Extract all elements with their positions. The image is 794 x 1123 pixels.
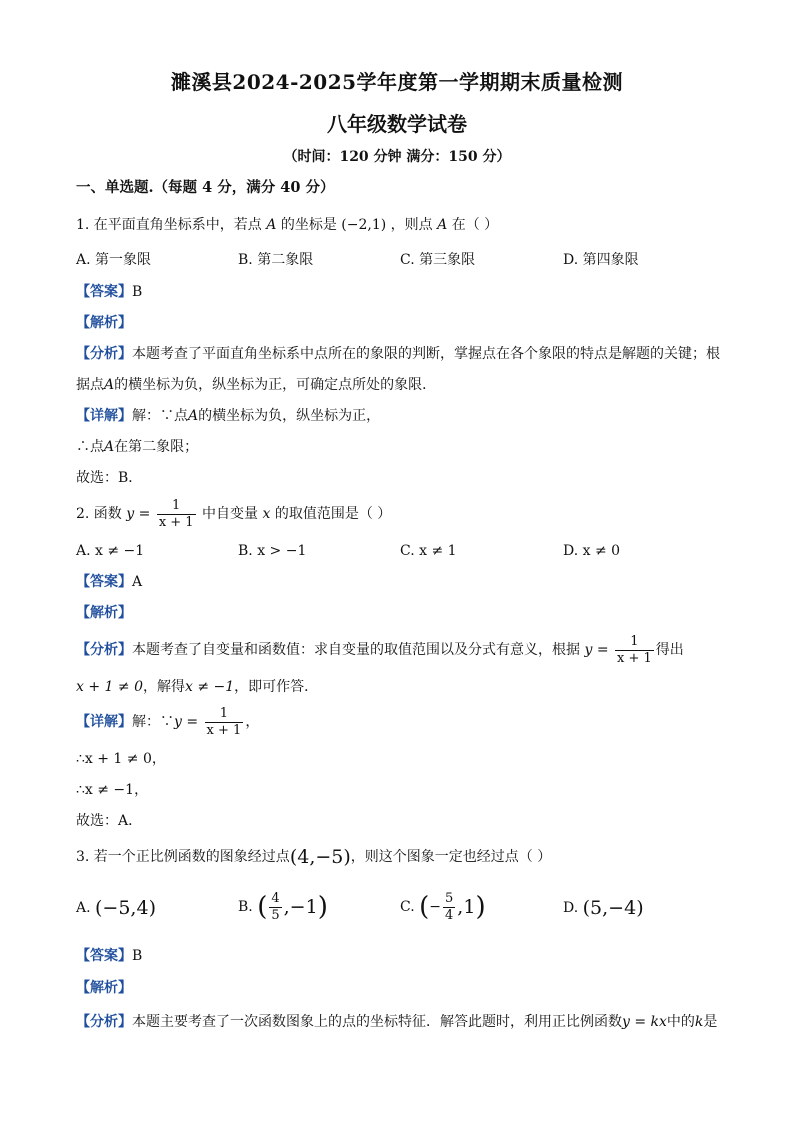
q3-option-d (563, 898, 644, 918)
q3-option-b-num: 4 (271, 890, 280, 906)
q2-option-d: D. x ≠ 0 (563, 543, 621, 559)
q3-analysis (76, 978, 722, 998)
q2-frac-den-3: x + 1 (206, 722, 242, 738)
q1-detail-line3: 故选：B． (76, 470, 143, 486)
exam-title: 濉溪县2024-2025学年度第一学期期末质量检测 (170, 70, 624, 94)
q1-option-d: D. 第四象限 (563, 252, 639, 268)
q2-fraction-2 (615, 634, 654, 667)
q2-fenxi-math: x + 1 ≠ 0 (76, 679, 143, 695)
q1-stem (76, 215, 722, 235)
q1-var-a-4: A (188, 408, 199, 424)
q2-option-b: B. x > −1 (238, 543, 307, 559)
q3-option-b-fraction (269, 891, 281, 924)
q1-var-a-2: A (437, 217, 448, 233)
q3-option-a (76, 898, 156, 918)
fenxi-label: 【分析】 (76, 642, 132, 658)
q2-option-c: C. x ≠ 1 (400, 543, 457, 559)
q1-option-a: A. 第一象限 (76, 252, 152, 268)
q2-frac-num: 1 (157, 498, 196, 515)
q3-option-c-num: 5 (445, 890, 454, 906)
q2-stem-text-3: 的取值范围是（ ） (274, 506, 392, 522)
q2-answer-value: A (132, 574, 143, 590)
q2-fenxi-line2 (76, 677, 722, 697)
q2-stem (76, 496, 722, 532)
q2-option-a: A. x ≠ −1 (76, 543, 145, 559)
q1-option-b: B. 第二象限 (238, 252, 314, 268)
q1-detail-text-3: ∴点 (76, 439, 104, 455)
q3-option-b: B. ( $\frac{4}{5}$ ,−1) (238, 890, 328, 923)
q2-frac-num-2: 1 (615, 634, 654, 651)
fenxi-label: 【分析】 (76, 346, 132, 362)
q2-y-eq-2: y = (584, 642, 609, 658)
q3-option-c: C. (− $\frac{5}{4}$ ,1) (400, 890, 486, 923)
q2-fenxi-line1 (76, 632, 722, 668)
q3-fenxi-text-2: 中的 (666, 1014, 695, 1030)
section-heading: 一、单选题.（每题 4 分，满分 40 分） (76, 179, 335, 196)
q2-stem-text-2: 中自变量 (202, 506, 259, 522)
q2-frac-num-3: 1 (205, 706, 244, 723)
q3-answer-value: B (132, 948, 143, 964)
q3-option-b-tail: ,−1 (283, 896, 318, 918)
q3-answer (76, 946, 722, 966)
q3-option-d-label: D. (563, 900, 579, 916)
q1-option-c: C. 第三象限 (400, 252, 476, 268)
q3-stem (76, 847, 722, 867)
q3-option-a-value: (−5,4) (95, 897, 156, 919)
q2-detail-line2: ∴x + 1 ≠ 0， (76, 751, 166, 767)
q2-fenxi-text-4: ，即可作答． (234, 679, 319, 695)
analysis-label: 【解析】 (76, 605, 132, 621)
q3-fenxi-eq: y = kx (622, 1014, 667, 1030)
xiangjie-label: 【详解】 (76, 714, 132, 730)
q2-var-x: x (262, 506, 271, 522)
exam-subtitle: 八年级数学试卷 (327, 112, 467, 136)
xiangjie-label: 【详解】 (76, 408, 132, 424)
answer-label: 【答案】 (76, 948, 132, 964)
q3-fenxi-text: 本题主要考查了一次函数图象上的点的坐标特征．解答此题时，利用正比例函数 (132, 1014, 622, 1030)
q3-fenxi-text-3: 是 (703, 1014, 718, 1030)
q1-coord: (−2,1) (341, 217, 387, 233)
q2-detail-line3: ∴x ≠ −1， (76, 782, 149, 798)
q2-fenxi-text-2: 得出 (655, 642, 684, 658)
q1-detail-line2 (76, 437, 722, 457)
q2-fenxi-math-2: x ≠ −1 (184, 679, 235, 695)
q2-fenxi-text-3: ，解得 (142, 679, 185, 695)
q1-fenxi-text-3: 的横坐标为负，纵坐标为正，可确定点所处的象限． (114, 377, 437, 393)
q1-var-a: A (266, 217, 277, 233)
q3-option-c-tail: ,1 (457, 896, 476, 918)
q3-stem-text-2: ，则这个图象一定也经过点（ ） (350, 849, 552, 865)
q2-detail-text-2: ， (245, 714, 260, 730)
q1-var-a-3: A (104, 377, 115, 393)
q2-frac-den-2: x + 1 (617, 650, 652, 666)
q3-option-c-label: C. (400, 899, 415, 915)
analysis-label: 【解析】 (76, 315, 132, 331)
q1-detail-text-2: 的横坐标为负，纵坐标为正， (198, 408, 381, 424)
fenxi-label: 【分析】 (76, 1014, 132, 1030)
q3-point: (4,−5) (289, 846, 351, 868)
q1-fenxi-line2 (76, 375, 722, 395)
q2-stem-text: 2. 函数 (76, 506, 122, 522)
q1-stem-text: 1. 在平面直角坐标系中，若点 (76, 217, 262, 233)
q1-analysis (76, 313, 722, 333)
exam-meta: （时间：120 分钟 满分：150 分） (283, 149, 511, 165)
q1-answer (76, 282, 722, 302)
q1-fenxi-line1 (76, 344, 722, 364)
analysis-label: 【解析】 (76, 980, 132, 996)
q2-y-eq: y = (126, 506, 151, 522)
q1-stem-text-3: ，则点 (390, 217, 433, 233)
q2-y-eq-3: y = (174, 714, 199, 730)
answer-label: 【答案】 (76, 284, 132, 300)
q2-analysis (76, 603, 722, 623)
q2-detail-text: 解：∵ (132, 714, 174, 730)
q1-answer-value: B (132, 284, 143, 300)
q1-var-a-5: A (104, 439, 115, 455)
q3-option-a-label: A. (76, 900, 91, 916)
q1-fenxi-text: 本题考查了平面直角坐标系中点所在的象限的判断，掌握点在各个象限的特点是解题的关键；根 (132, 346, 720, 362)
q3-option-b-den: 5 (271, 907, 280, 923)
q2-detail-line1 (76, 704, 722, 740)
q1-detail-text: 解：∵点 (132, 408, 188, 424)
q3-option-d-value: (5,−4) (582, 897, 644, 919)
q1-stem-text-2: 的坐标是 (280, 217, 337, 233)
q3-option-c-den: 4 (445, 907, 454, 923)
q2-frac-den: x + 1 (158, 514, 194, 530)
q3-fenxi-line1 (76, 1012, 722, 1032)
q2-answer (76, 572, 722, 592)
answer-label: 【答案】 (76, 574, 132, 590)
q1-detail-line1 (76, 406, 722, 426)
q3-fenxi-k: k (694, 1014, 704, 1030)
q1-fenxi-text-2: 据点 (76, 377, 104, 393)
q2-fenxi-text: 本题考查了自变量和函数值：求自变量的取值范围以及分式有意义，根据 (132, 642, 580, 658)
q1-detail-text-4: 在第二象限； (114, 439, 199, 455)
q3-stem-text: 3. 若一个正比例函数的图象经过点 (76, 849, 290, 865)
q2-fraction-3 (205, 706, 244, 739)
q2-detail-line4: 故选：A． (76, 813, 143, 829)
q3-option-c-sign: − (429, 899, 442, 915)
q1-stem-text-4: 在（ ） (451, 217, 499, 233)
q3-option-b-label: B. (238, 899, 253, 915)
q3-option-c-fraction (443, 891, 455, 924)
q2-fraction (157, 498, 196, 531)
